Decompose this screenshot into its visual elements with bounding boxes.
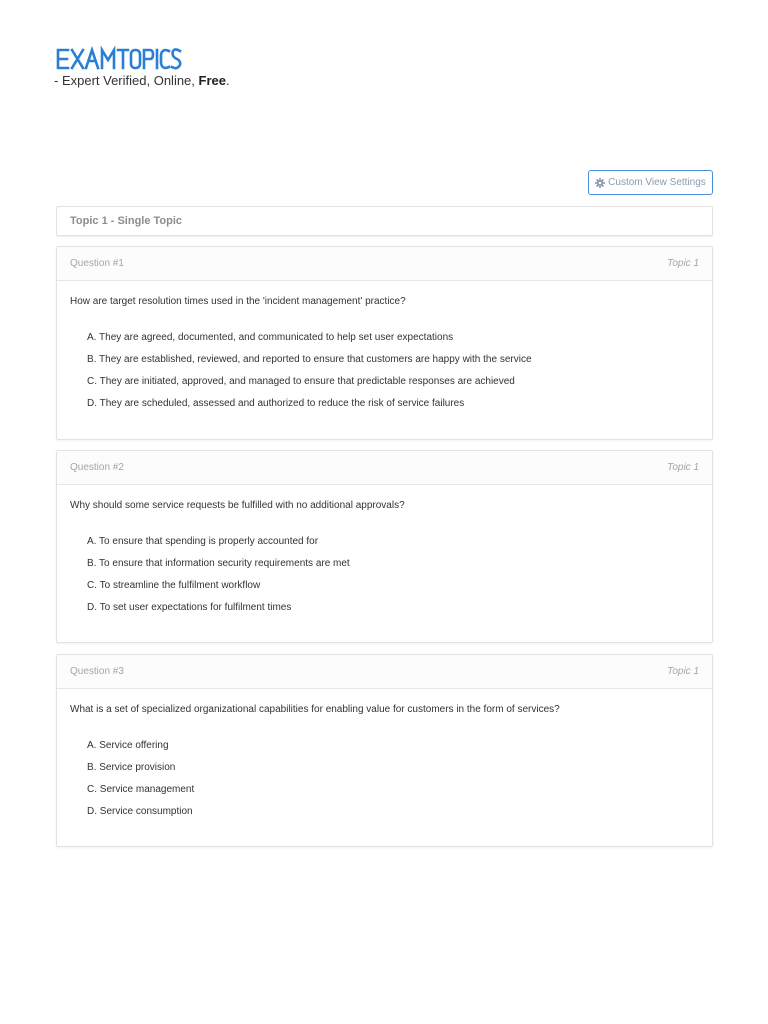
choice-b[interactable]: B. To ensure that information security requirements are met (87, 558, 350, 569)
choices-list (70, 331, 699, 419)
choice-d[interactable]: D. Service consumption (87, 806, 193, 817)
choice-a[interactable]: A. Service offering (87, 740, 169, 751)
tagline-suffix: . (225, 73, 230, 88)
question-text: Why should some service requests be fulfilled with no additional approvals? (70, 500, 405, 511)
question-number: Question #2 (70, 462, 124, 473)
examtopics-logo[interactable] (56, 44, 182, 74)
tagline-bold: Free (198, 73, 226, 88)
question-text: How are target resolution times used in the 'incident management' practice? (70, 296, 406, 307)
question-body (57, 689, 712, 827)
topic-header (56, 206, 713, 236)
question-card (56, 246, 713, 440)
question-topic: Topic 1 (667, 462, 699, 473)
question-text: What is a set of specialized organizational capabilities for enabling value for customers in the form of services? (70, 704, 560, 715)
question-header (57, 247, 712, 281)
question-card (56, 450, 713, 643)
tagline (54, 73, 230, 88)
choices-list (70, 535, 699, 623)
choice-a[interactable]: A. To ensure that spending is properly accounted for (87, 536, 319, 547)
choices-list (70, 739, 699, 827)
question-body (57, 485, 712, 623)
custom-view-settings-label: Custom View Settings (608, 177, 706, 188)
logo-wordmark (56, 46, 182, 72)
choice-d[interactable]: D. They are scheduled, assessed and authorized to reduce the risk of service failures (87, 398, 465, 409)
question-header (57, 451, 712, 485)
question-card (56, 654, 713, 847)
question-topic: Topic 1 (667, 258, 699, 269)
choice-a[interactable]: A. They are agreed, documented, and communicated to help set user expectations (87, 332, 454, 343)
choice-b[interactable]: B. Service provision (87, 762, 176, 773)
choice-b[interactable]: B. They are established, reviewed, and reported to ensure that customers are happy with the service (87, 354, 532, 365)
tagline-prefix: - Expert Verified, Online, (54, 73, 199, 88)
topic-header-label: Topic 1 - Single Topic (70, 215, 183, 227)
gear-icon (595, 178, 605, 188)
choice-d[interactable]: D. To set user expectations for fulfilment times (87, 602, 292, 613)
question-header (57, 655, 712, 689)
question-number: Question #1 (70, 258, 124, 269)
question-number: Question #3 (70, 666, 124, 677)
question-topic: Topic 1 (667, 666, 699, 677)
question-body (57, 281, 712, 419)
choice-c[interactable]: C. Service management (87, 784, 195, 795)
choice-c[interactable]: C. To streamline the fulfilment workflow (87, 580, 261, 591)
custom-view-settings-button[interactable] (588, 170, 713, 195)
choice-c[interactable]: C. They are initiated, approved, and managed to ensure that predictable responses are achieved (87, 376, 515, 387)
